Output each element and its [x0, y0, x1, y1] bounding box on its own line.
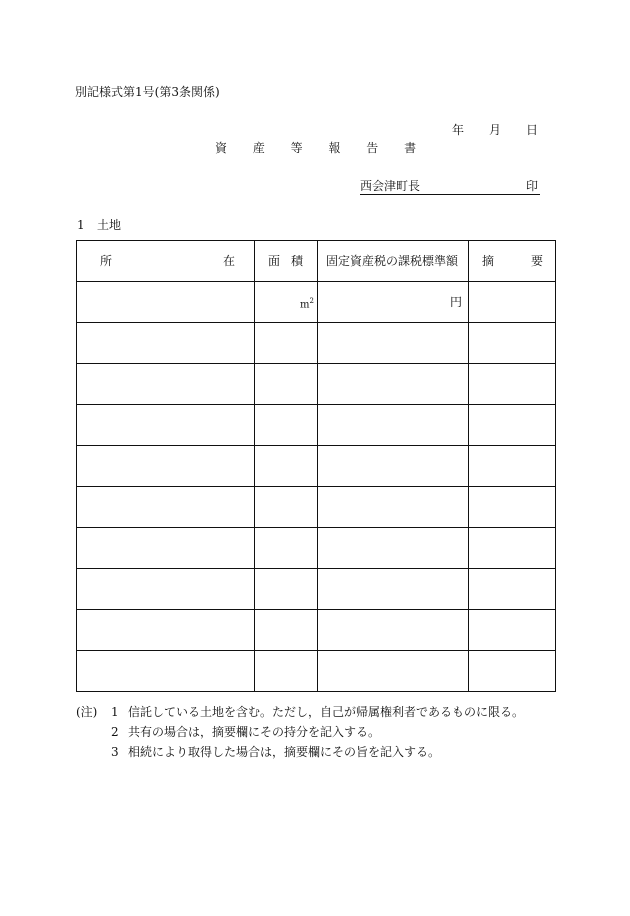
row-divider	[77, 281, 555, 282]
row-divider	[77, 609, 555, 610]
row-divider	[77, 363, 555, 364]
column-divider	[317, 241, 318, 691]
note-text: 相続により取得した場合は，摘要欄にその旨を記入する。	[128, 745, 441, 759]
notes-lead: (注)	[76, 705, 98, 719]
row-divider	[77, 322, 555, 323]
currency-unit: 円	[450, 295, 463, 309]
date-year: 年	[452, 123, 465, 137]
note-text: 信託している土地を含む。ただし，自己が帰属権利者であるものに限る。	[128, 705, 525, 719]
recipient-name: 西会津町長	[360, 179, 421, 193]
date-month: 月	[489, 123, 502, 137]
note-item	[76, 742, 556, 762]
section-heading	[77, 218, 121, 232]
document-title: 資 産 等 報 告 書	[215, 141, 417, 155]
row-divider	[77, 445, 555, 446]
note-number: 3	[111, 745, 119, 759]
area-unit	[300, 295, 314, 311]
recipient-line	[360, 179, 540, 195]
header-location-left: 所	[100, 254, 113, 268]
row-divider	[77, 650, 555, 651]
date-line	[452, 123, 538, 137]
header-tax-base: 固定資産税の課税標準額	[326, 254, 459, 268]
header-notes-right: 要	[531, 254, 544, 268]
header-notes-left: 摘	[482, 254, 495, 268]
row-divider	[77, 486, 555, 487]
note-number: 1	[111, 705, 119, 719]
column-divider	[254, 241, 255, 691]
notes	[76, 702, 556, 762]
section-number: 1	[77, 218, 85, 232]
area-unit-exponent: 2	[309, 297, 314, 305]
row-divider	[77, 527, 555, 528]
column-divider	[468, 241, 469, 691]
note-text: 共有の場合は，摘要欄にその持分を記入する。	[128, 725, 381, 739]
form-number: 別記様式第1号(第3条関係)	[75, 85, 220, 99]
row-divider	[77, 568, 555, 569]
date-day: 日	[526, 123, 539, 137]
area-unit-base: m	[300, 299, 310, 311]
note-number: 2	[111, 725, 119, 739]
note-item	[76, 702, 556, 722]
row-divider	[77, 404, 555, 405]
header-area-right: 積	[291, 254, 304, 268]
note-item	[76, 722, 556, 742]
header-area-left: 面	[268, 254, 281, 268]
section-label: 土地	[97, 218, 122, 232]
land-table	[76, 240, 556, 692]
header-location-right: 在	[223, 254, 236, 268]
seal-mark: 印	[525, 179, 538, 193]
